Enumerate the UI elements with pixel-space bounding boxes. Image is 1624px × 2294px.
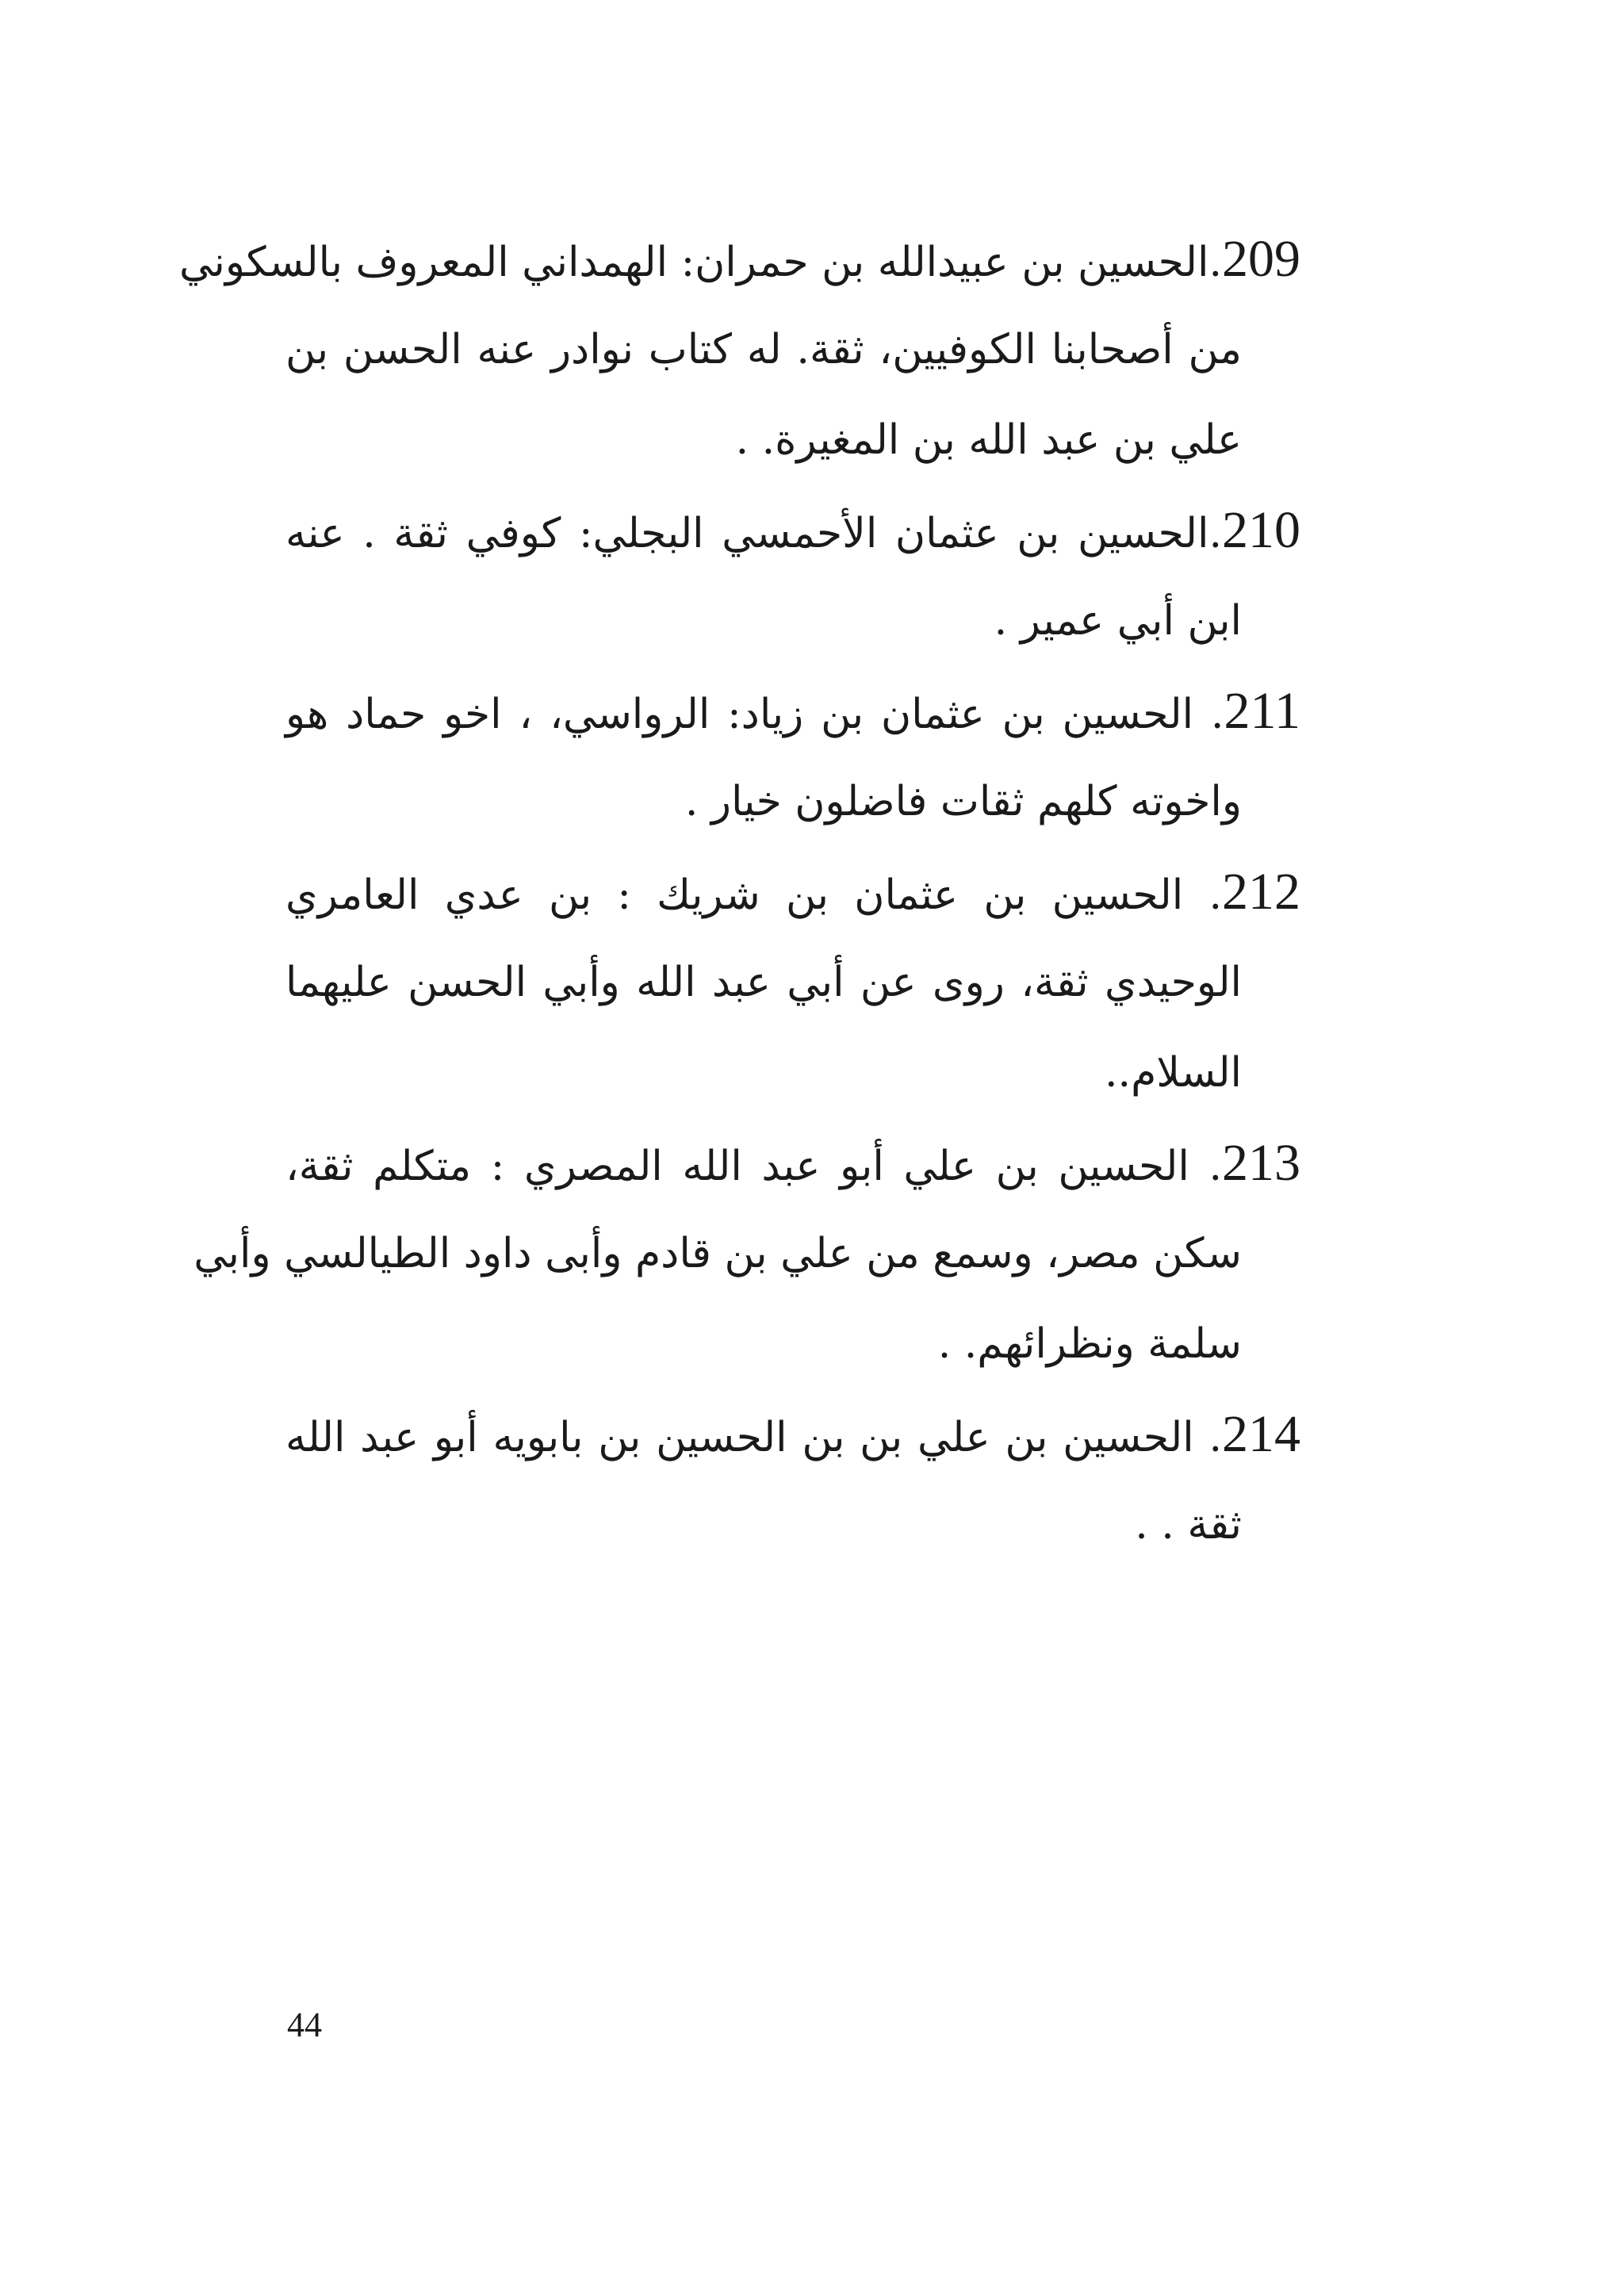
entry-continuation-line: سكن مصر، وسمع من علي بن قادم وأبى داود الطيالسي وأبي: [193, 1230, 1242, 1277]
entry-continuation-line: ابن أبي عمير .: [994, 597, 1242, 645]
entry-number: 214: [1222, 1405, 1300, 1463]
entry-continuation-line: السلام..: [1105, 1049, 1242, 1097]
entry-214: [285, 1389, 1300, 1570]
entry-number: 209: [1222, 230, 1300, 288]
entry-210: [285, 485, 1300, 666]
entry-213: [193, 1118, 1300, 1389]
entry-212: [285, 847, 1300, 1118]
entry-number: 210: [1222, 501, 1300, 559]
entry-first-line: [285, 1389, 1300, 1480]
page-number: 44: [287, 2005, 322, 2044]
entry-continuation-line: سلمة ونظرائهم. .: [937, 1320, 1242, 1368]
entry-continuation-line: علي بن عبد الله بن المغيرة. .: [735, 416, 1242, 464]
entry-first-line: [285, 1118, 1300, 1208]
entry-first-line: [285, 847, 1300, 937]
entry-number: 213: [1222, 1134, 1300, 1192]
entry-number: 212: [1222, 863, 1300, 921]
entry-first-line: [285, 666, 1300, 756]
entry-text: . الحسين بن عثمان بن زياد: الرواسي، ، اخو حماد هو: [285, 691, 1224, 738]
entry-text: .الحسين بن عثمان الأحمسي البجلي: كوفي ثقة . عنه: [285, 510, 1222, 557]
entry-continuation-line: واخوته كلهم ثقات فاضلون خيار .: [684, 778, 1242, 825]
entry-text: .الحسين بن عبيدالله بن حمران: الهمداني المعروف بالسكوني: [179, 239, 1222, 286]
entries-list: [179, 214, 1300, 1570]
entry-continuation-line: الوحيدي ثقة، روى عن أبي عبد الله وأبي الحسن عليهما: [285, 959, 1242, 1006]
entry-text: . الحسين بن علي بن بن الحسين بن بابويه أبو عبد الله: [285, 1414, 1222, 1461]
entry-text: . الحسين بن علي أبو عبد الله المصري : متكلم ثقة،: [285, 1143, 1222, 1190]
entry-continuation-line: ثقة . .: [1135, 1501, 1242, 1549]
entry-211: [285, 666, 1300, 847]
entry-number: 211: [1224, 682, 1300, 740]
entry-first-line: [285, 485, 1300, 576]
entry-first-line: [179, 214, 1300, 304]
entry-continuation-line: من أصحابنا الكوفيين، ثقة. له كتاب نوادر عنه الحسن بن: [285, 326, 1242, 373]
entry-209: [179, 214, 1300, 485]
entry-text: . الحسين بن عثمان بن شريك : بن عدي العامري: [285, 871, 1222, 919]
